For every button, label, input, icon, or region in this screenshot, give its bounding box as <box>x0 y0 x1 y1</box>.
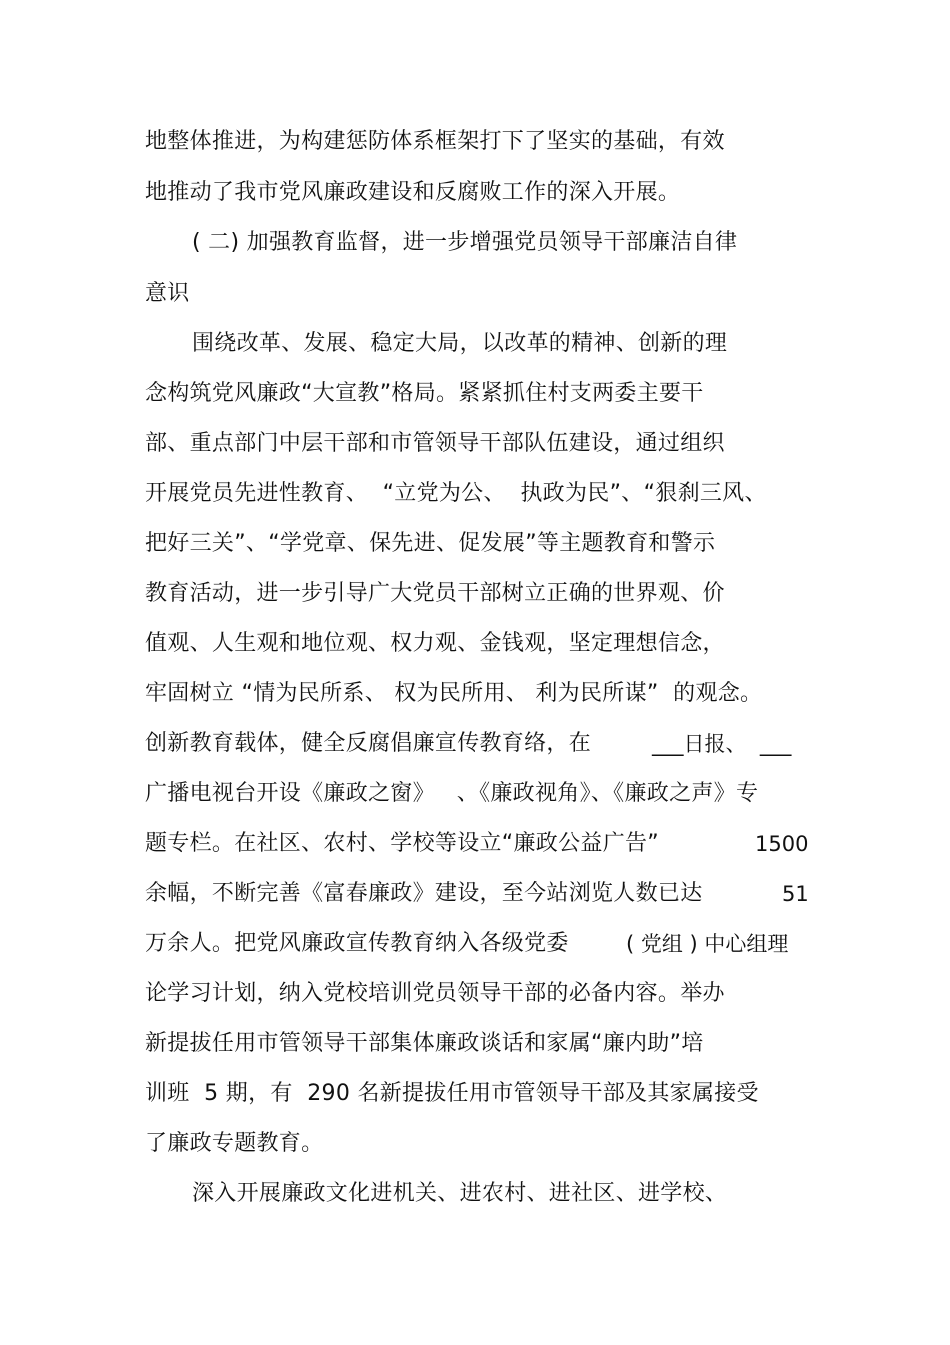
text-line: 了廉政专题教育。 <box>145 1131 324 1156</box>
text-line: 开展党员先进性教育、 “立党为公、 执政为民”、“狠刹三风、 <box>145 481 767 506</box>
number-fragment: 51 <box>782 882 809 906</box>
text-line: 值观、人生观和地位观、权力观、金钱观，坚定理想信念， <box>145 631 725 656</box>
text-line: 深入开展廉政文化进机关、进农村、进社区、进学校、 <box>192 1181 728 1206</box>
text-line: 地推动了我市党风廉政建设和反腐败工作的深入开展。 <box>145 180 681 205</box>
text-line: 题专栏。在社区、农村、学校等设立“廉政公益广告” <box>145 831 659 856</box>
text-line: 广播电视台开设《廉政之窗》 、《廉政视角》、《廉政之声》专 <box>145 781 759 806</box>
text-line: 念构筑党风廉政“大宣教”格局。紧紧抓住村支两委主要干 <box>145 381 704 406</box>
text-line: 新提拔任用市管领导干部集体廉政谈话和家属“廉内助”培 <box>145 1031 704 1056</box>
text-line: 万余人。把党风廉政宣传教育纳入各级党委 <box>145 931 569 956</box>
section-heading-continued: 意识 <box>145 281 190 306</box>
text-line-fragment: ( 党组 ) 中心组理 <box>626 932 789 956</box>
text-line: 训班 5 期，有 290 名新提拔任用市管领导干部及其家属接受 <box>145 1081 759 1106</box>
text-line: 地整体推进，为构建惩防体系框架打下了坚实的基础，有效 <box>145 129 725 154</box>
text-line: 创新教育载体，健全反腐倡廉宣传教育络，在 <box>145 731 592 756</box>
text-line: 余幅，不断完善《富春廉政》建设，至今站浏览人数已达 <box>145 881 703 906</box>
text-line: 牢固树立 “情为民所系、 权为民所用、 利为民所谋” 的观念。 <box>145 681 763 706</box>
section-heading: ( 二) 加强教育监督，进一步增强党员领导干部廉洁自律 <box>192 230 738 255</box>
text-line: 把好三关”、“学党章、保先进、促发展”等主题教育和警示 <box>145 531 716 556</box>
text-line: 教育活动，进一步引导广大党员干部树立正确的世界观、价 <box>145 581 725 606</box>
text-line: 部、重点部门中层干部和市管领导干部队伍建设，通过组织 <box>145 431 725 456</box>
number-fragment: 1500 <box>755 832 809 856</box>
text-line: 围绕改革、发展、稳定大局，以改革的精神、创新的理 <box>192 331 728 356</box>
text-line: 论学习计划，纳入党校培训党员领导干部的必备内容。举办 <box>145 981 725 1006</box>
text-line-fragment: ___日报、 ___ <box>652 732 792 756</box>
